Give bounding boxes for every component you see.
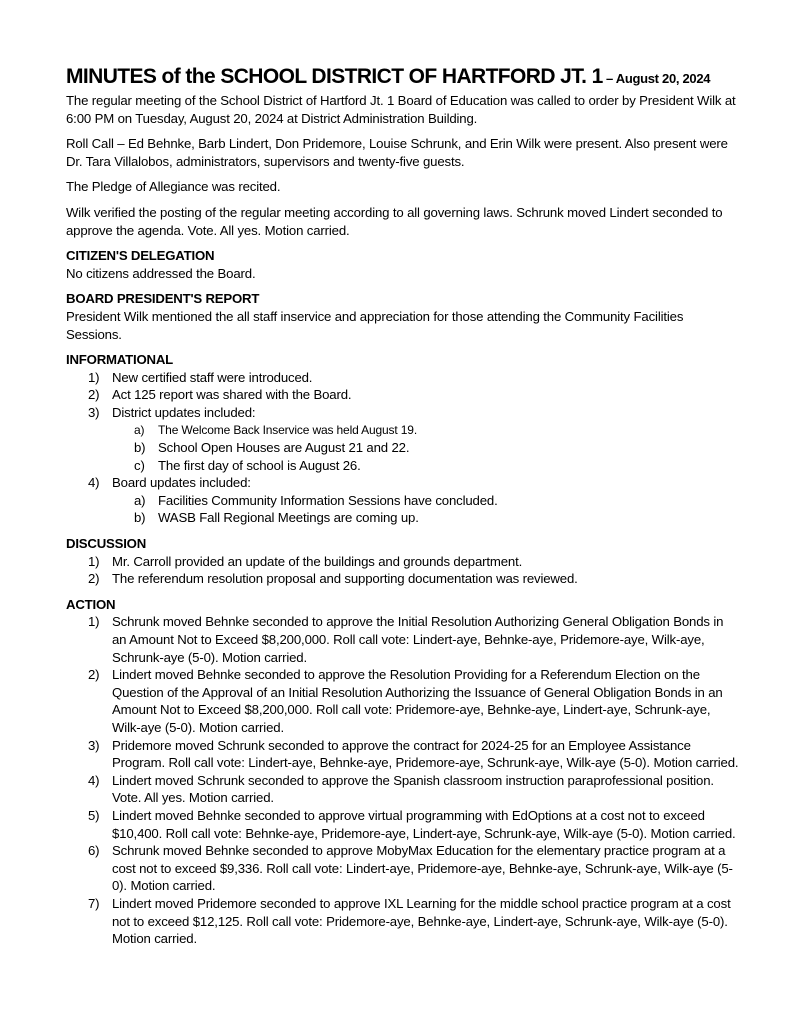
list-item (66, 369, 741, 387)
president-report-section (66, 290, 741, 343)
title-date: – August 20, 2024 (602, 71, 711, 86)
citizens-delegation-heading: CITIZEN'S DELEGATION (66, 248, 215, 264)
item-number: 1) (88, 369, 100, 385)
action-heading: ACTION (66, 596, 116, 612)
title-main: MINUTES of the SCHOOL DISTRICT OF HARTFORD JT. 1 (66, 65, 603, 88)
sub-item-text: The Welcome Back Inservice was held August 19. (158, 422, 418, 437)
item-number: 1) (88, 553, 100, 569)
list-item (66, 772, 741, 807)
sub-item-text: Facilities Community Information Sessions have concluded. (158, 492, 498, 508)
sub-item-text: The first day of school is August 26. (158, 457, 361, 473)
sub-item-letter: a) (134, 422, 145, 437)
item-number: 4) (88, 772, 100, 788)
item-number: 7) (88, 895, 100, 911)
president-report-text: President Wilk mentioned the all staff inservice and appreciation for those attending the Community Facilities Sessions. (66, 308, 684, 342)
item-text: Schrunk moved Behnke seconded to approve the Initial Resolution Authorizing General Obligation Bonds in an Amount Not to Exceed $8,200,000. Roll call vote: Lindert-aye, Behnke-aye, Pridemore-aye, Wilk-aye, Schrunk-aye (5-0). Motion carried. (112, 614, 724, 665)
item-text: Act 125 report was shared with the Board. (112, 387, 352, 403)
sub-item-letter: a) (134, 492, 146, 508)
item-number: 5) (88, 807, 100, 823)
posting-paragraph: Wilk verified the posting of the regular meeting according to all governing laws. Schrunk moved Lindert seconded to approve the agenda. Vote. All yes. Motion carried. (66, 204, 723, 238)
action-section (66, 596, 741, 948)
sub-list-item (112, 457, 741, 475)
item-text: Lindert moved Pridemore seconded to approve IXL Learning for the middle school practice program at a cost not to exceed $12,125. Roll call vote: Pridemore-aye, Behnke-aye, Lindert-aye, Schrunk-aye, Wilk-aye (5-0). Motion carried. (112, 895, 731, 947)
item-number: 2) (88, 667, 100, 683)
item-text: Pridemore moved Schrunk seconded to approve the contract for 2024-25 for an Employee Assistance Program. Roll call vote: Lindert-aye, Behnke-aye, Pridemore-aye, Schrunk-aye, Wilk-aye (5-0). Motion carried. (112, 737, 739, 771)
list-item (66, 842, 741, 895)
list-item (66, 666, 741, 736)
item-number: 4) (88, 475, 100, 491)
list-item (66, 895, 741, 948)
list-item (66, 386, 741, 404)
informational-heading: INFORMATIONAL (66, 352, 174, 368)
item-text: Lindert moved Behnke seconded to approve virtual programming with EdOptions at a cost not to exceed $10,400. Roll call vote: Behnke-aye, Pridemore-aye, Lindert-aye, Schrunk-aye, Wilk-aye (5-0). Motion carried. (112, 807, 736, 841)
item-number: 3) (88, 404, 100, 420)
president-report-heading: BOARD PRESIDENT'S REPORT (66, 291, 260, 307)
sub-list-item (112, 509, 741, 527)
item-text: New certified staff were introduced. (112, 369, 313, 385)
discussion-heading: DISCUSSION (66, 536, 147, 552)
list-item (66, 474, 741, 527)
sub-list-item (112, 492, 741, 510)
sub-list (112, 422, 741, 475)
sub-item-letter: c) (134, 457, 145, 473)
list-item (66, 570, 741, 588)
action-list (66, 613, 741, 947)
discussion-section (66, 535, 741, 588)
sub-item-text: WASB Fall Regional Meetings are coming up. (158, 510, 419, 526)
call-to-order-paragraph: The regular meeting of the School District of Hartford Jt. 1 Board of Education was called to order by President Wilk at 6:00 PM on Tuesday, August 20, 2024 at District Administration Building. (66, 93, 736, 126)
list-item (66, 737, 741, 772)
informational-list (66, 369, 741, 527)
item-text: The referendum resolution proposal and supporting documentation was reviewed. (112, 571, 578, 587)
sub-item-letter: b) (134, 510, 146, 526)
sub-list-item (112, 439, 741, 457)
item-number: 3) (88, 737, 100, 753)
item-text: Schrunk moved Behnke seconded to approve MobyMax Education for the elementary practice program at a cost not to exceed $9,336. Roll call vote: Lindert-aye, Pridemore-aye, Behnke-aye, Schrunk-aye, Wilk-aye (5-0). Motion carried. (112, 843, 733, 894)
sub-list-item (112, 422, 741, 440)
list-item (66, 613, 741, 666)
list-item (66, 404, 741, 474)
item-text: Lindert moved Schrunk seconded to approve the Spanish classroom instruction paraprofessional position. Vote. All yes. Motion carried. (112, 772, 714, 806)
informational-section (66, 351, 741, 527)
citizens-delegation-section (66, 247, 741, 282)
item-number: 1) (88, 614, 100, 630)
sub-list (112, 492, 741, 527)
list-item (66, 807, 741, 842)
document-title (66, 64, 741, 92)
roll-call-paragraph: Roll Call – Ed Behnke, Barb Lindert, Don Pridemore, Louise Schrunk, and Erin Wilk were present. Also present were Dr. Tara Villalobos, administrators, supervisors and twenty-five guests. (66, 136, 728, 169)
item-number: 2) (88, 571, 100, 587)
discussion-list (66, 553, 741, 588)
item-text: District updates included: (112, 404, 256, 420)
citizens-delegation-text: No citizens addressed the Board. (66, 265, 256, 281)
item-text: Mr. Carroll provided an update of the buildings and grounds department. (112, 553, 523, 569)
list-item (66, 553, 741, 571)
item-text: Board updates included: (112, 475, 251, 491)
item-text: Lindert moved Behnke seconded to approve the Resolution Providing for a Referendum Election on the Question of the Approval of an Initial Resolution Authorizing the Issuance of General Obligation Bonds in an Amount Not to Exceed $8,200,000. Roll call vote: Pridemore-aye, Behnke-aye, Lindert-aye, Schrunk-aye, Wilk-aye (5-0). Motion carried. (112, 667, 723, 735)
item-number: 2) (88, 387, 100, 403)
sub-item-letter: b) (134, 440, 146, 456)
sub-item-text: School Open Houses are August 21 and 22. (158, 440, 410, 456)
pledge-paragraph: The Pledge of Allegiance was recited. (66, 179, 281, 195)
item-number: 6) (88, 843, 100, 859)
